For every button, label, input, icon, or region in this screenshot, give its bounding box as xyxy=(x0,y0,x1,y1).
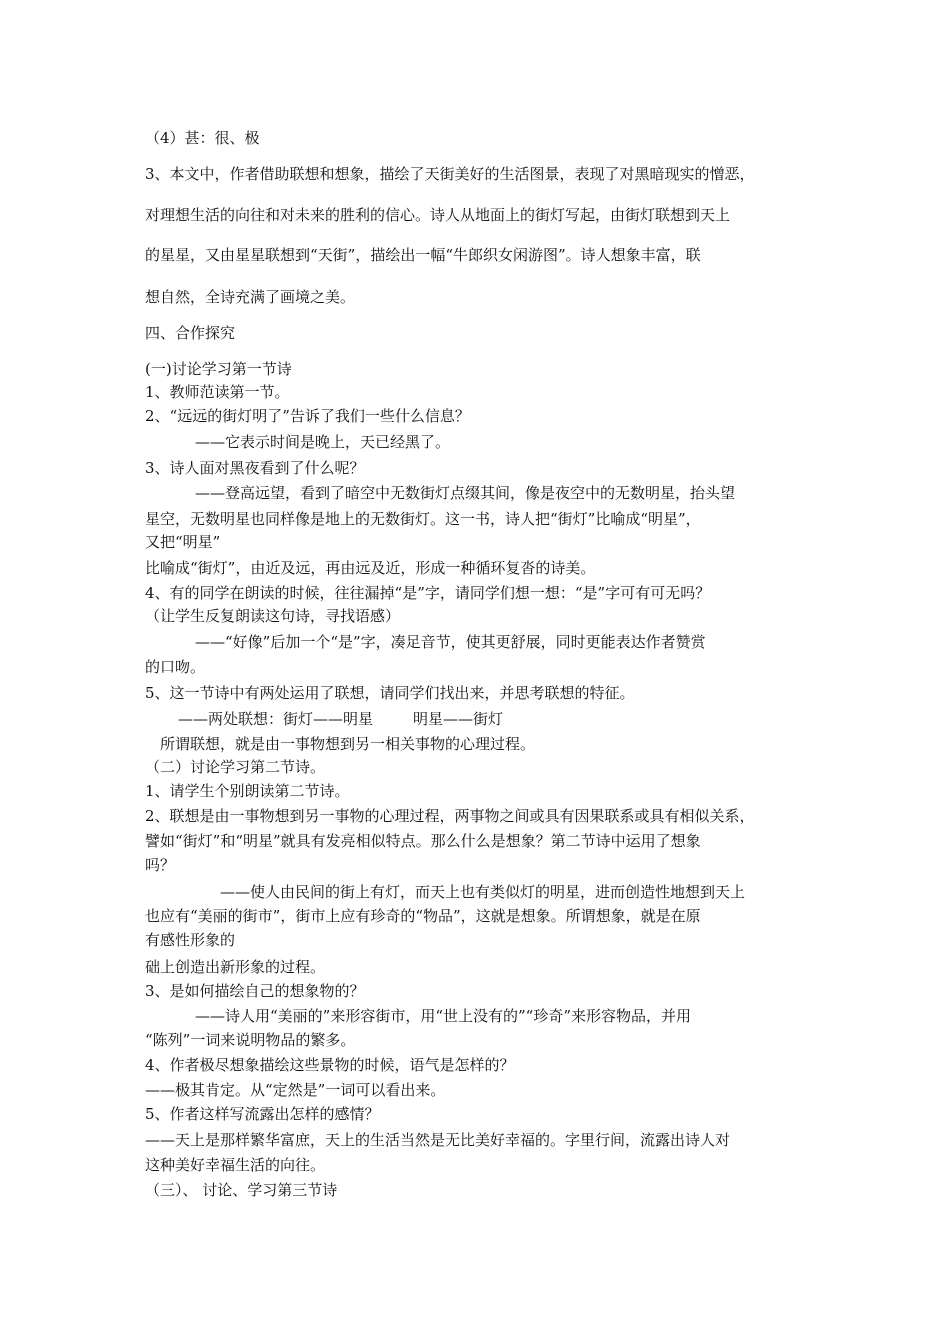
section-heading: 四、合作探究 xyxy=(145,324,236,342)
question-line: 譬如“街灯”和“明星”就具有发亮相似特点。那么什么是想象？第二节诗中运用了想象 xyxy=(145,832,701,850)
answer-line: ——“好像”后加一个“是”字，凑足音节，使其更舒展，同时更能表达作者赞赏 xyxy=(195,633,706,651)
answer-line: ——使人由民间的街上有灯，而天上也有类似灯的明星，进而创造性地想到天上 xyxy=(220,883,746,901)
association-pair-2: 明星——街灯 xyxy=(413,710,504,728)
paragraph-line: 的星星，又由星星联想到“天街”，描绘出一幅“牛郎织女闲游图”。诗人想象丰富，联 xyxy=(145,246,701,264)
note-line: （让学生反复朗读这句诗，寻找语感） xyxy=(145,607,401,625)
answer-line: “陈列”一词来说明物品的繁多。 xyxy=(145,1031,356,1049)
answer-line: 有感性形象的 xyxy=(145,931,236,949)
answer-line: 比喻成“街灯”，由近及远，再由远及近，形成一种循环复沓的诗美。 xyxy=(145,559,596,577)
answer-line: 这种美好幸福生活的向往。 xyxy=(145,1156,326,1174)
question-line: 5、这一节诗中有两处运用了联想，请同学们找出来，并思考联想的特征。 xyxy=(145,684,635,702)
question-line: 4、作者极尽想象描绘这些景物的时候，语气是怎样的？ xyxy=(145,1056,515,1074)
answer-line: 础上创造出新形象的过程。 xyxy=(145,958,326,976)
answer-line: ——它表示时间是晚上，天已经黑了。 xyxy=(195,433,451,451)
answer-line: ——天上是那样繁华富庶，天上的生活当然是无比美好幸福的。字里行间，流露出诗人对 xyxy=(145,1131,731,1149)
question-line: 3、诗人面对黑夜看到了什么呢？ xyxy=(145,459,365,477)
question-line: 5、作者这样写流露出怎样的感情？ xyxy=(145,1105,380,1123)
association-pair-1: ——两处联想：街灯——明星 xyxy=(178,710,374,728)
answer-line: 也应有“美丽的街市”，街市上应有珍奇的“物品”，这就是想象。所谓想象，就是在原 xyxy=(145,907,701,925)
answer-line: 又把“明星” xyxy=(145,533,221,551)
question-line: 吗？ xyxy=(145,856,176,874)
definition-line: 所谓联想，就是由一事物想到另一相关事物的心理过程。 xyxy=(160,735,536,753)
answer-line: ——极其肯定。从“定然是”一词可以看出来。 xyxy=(145,1081,446,1099)
paragraph-line: 3、本文中，作者借助联想和想象，描绘了天街美好的生活图景，表现了对黑暗现实的憎恶， xyxy=(145,165,755,183)
answer-line: 星空，无数明星也同样像是地上的无数街灯。这一书，诗人把“街灯”比喻成“明星”， xyxy=(145,510,701,528)
text-line: 1、教师范读第一节。 xyxy=(145,383,290,401)
text-line: 1、请学生个别朗读第二节诗。 xyxy=(145,782,350,800)
subsection-heading: (一)讨论学习第一节诗 xyxy=(145,360,292,378)
question-line: 3、是如何描绘自己的想象物的？ xyxy=(145,982,365,1000)
vocab-item-4: （4）甚：很、极 xyxy=(145,129,260,147)
paragraph-line: 对理想生活的向往和对未来的胜利的信心。诗人从地面上的街灯写起，由街灯联想到天上 xyxy=(145,206,731,224)
answer-line: 的口吻。 xyxy=(145,658,206,676)
question-line: 2、联想是由一事物想到另一事物的心理过程，两事物之间或具有因果联系或具有相似关系， xyxy=(145,807,755,825)
question-line: 4、有的同学在朗读的时候，往往漏掉“是”字，请同学们想一想：“是”字可有可无吗？ xyxy=(145,584,711,602)
question-line: 2、“远远的街灯明了”告诉了我们一些什么信息？ xyxy=(145,407,470,425)
answer-line: ——登高远望，看到了暗空中无数街灯点缀其间，像是夜空中的无数明星，抬头望 xyxy=(195,484,736,502)
answer-line xyxy=(178,709,503,729)
subsection-heading: （三）、 讨论、学习第三节诗 xyxy=(145,1181,338,1199)
answer-line: ——诗人用“美丽的”来形容街市，用“世上没有的”“珍奇”来形容物品，并用 xyxy=(195,1007,692,1025)
paragraph-line: 想自然，全诗充满了画境之美。 xyxy=(145,288,356,306)
subsection-heading: （二）讨论学习第二节诗。 xyxy=(145,758,326,776)
